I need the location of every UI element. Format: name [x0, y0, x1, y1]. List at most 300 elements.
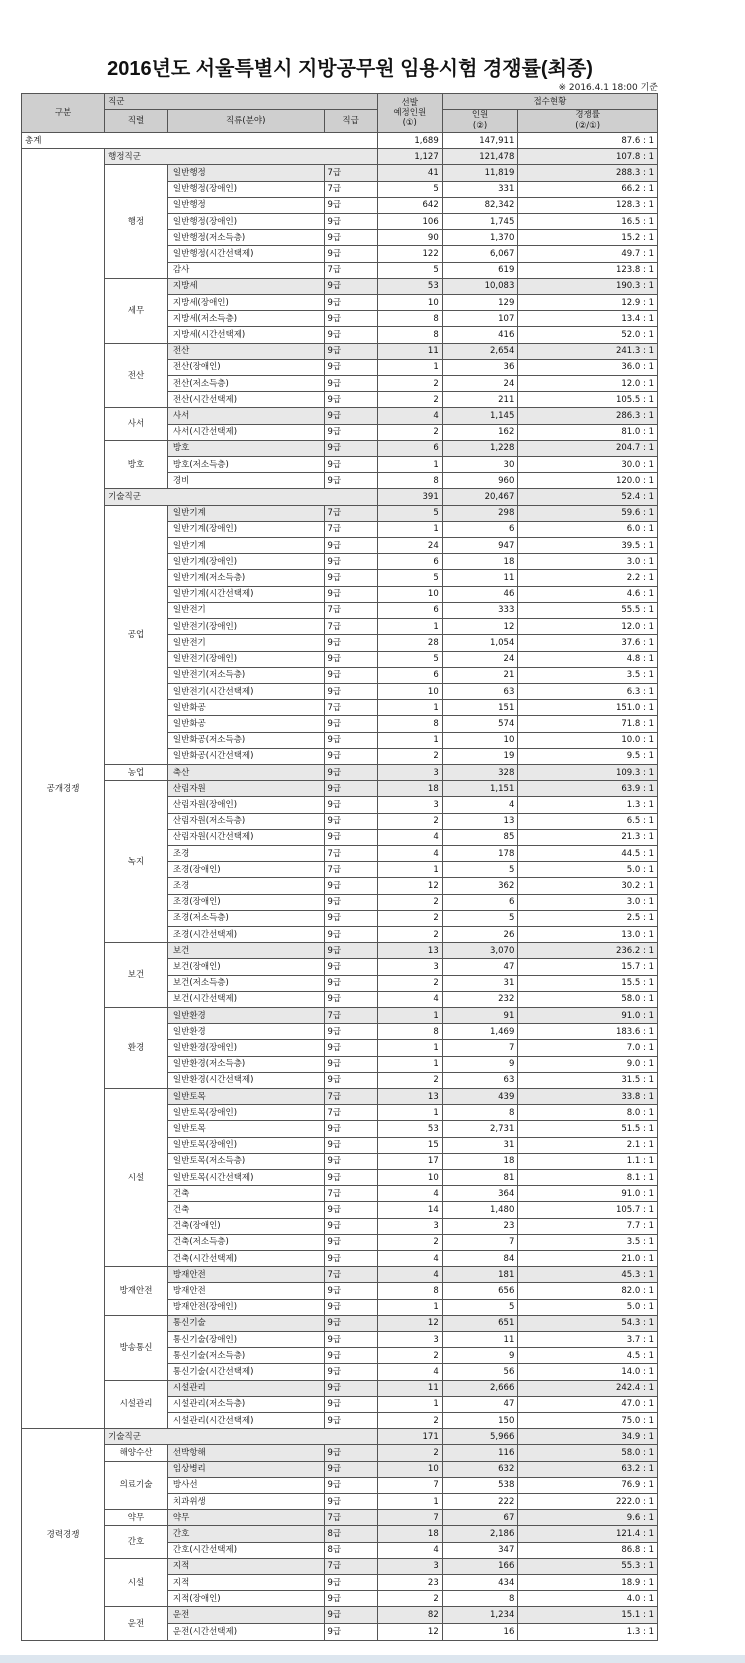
competition-ratio: 21.3 : 1: [518, 829, 658, 845]
job-grade: 9급: [324, 1056, 377, 1072]
job-grade: 7급: [324, 165, 377, 181]
job-field-name: 지방세: [167, 278, 324, 294]
job-grade: 9급: [324, 246, 377, 262]
job-grade: 9급: [324, 327, 377, 343]
applicant-count: 63: [442, 1072, 518, 1088]
planned-count: 12: [377, 1623, 442, 1640]
header-planned: [377, 94, 442, 133]
job-grade: 9급: [324, 894, 377, 910]
applicant-count: 434: [442, 1575, 518, 1591]
job-field-name: 선박항해: [167, 1445, 324, 1461]
exam-type-label: 공개경쟁: [22, 149, 105, 1429]
header-ratio-label: 경쟁률: [575, 110, 600, 120]
job-grade: 9급: [324, 732, 377, 748]
job-field-name: 전산(저소득층): [167, 376, 324, 392]
competition-ratio: 76.9 : 1: [518, 1477, 658, 1493]
applicant-count: 8: [442, 1105, 518, 1121]
competition-ratio: 12.9 : 1: [518, 295, 658, 311]
planned-count: 122: [377, 246, 442, 262]
job-grade: 9급: [324, 1477, 377, 1493]
applicant-count: 47: [442, 1396, 518, 1412]
job-group-label: 기술직군: [105, 489, 378, 505]
planned-count: 3: [377, 959, 442, 975]
subtotal-applicants: 5,966: [442, 1429, 518, 1445]
job-field-name: 일반행정(저소득층): [167, 230, 324, 246]
competition-ratio: 91.0 : 1: [518, 1007, 658, 1023]
planned-count: 5: [377, 181, 442, 197]
table-row: [22, 343, 658, 359]
job-field-name: 조경: [167, 878, 324, 894]
job-series-label: 시설: [105, 1088, 168, 1266]
job-grade: 9급: [324, 1623, 377, 1640]
competition-ratio: 21.0 : 1: [518, 1251, 658, 1267]
applicant-count: 364: [442, 1186, 518, 1202]
job-field-name: 산림자원(장애인): [167, 797, 324, 813]
competition-ratio: 9.0 : 1: [518, 1056, 658, 1072]
planned-count: 1: [377, 457, 442, 473]
job-field-name: 간호(시간선택제): [167, 1542, 324, 1558]
job-field-name: 시설관리(저소득층): [167, 1396, 324, 1412]
job-grade: 9급: [324, 813, 377, 829]
job-field-name: 일반기계: [167, 538, 324, 554]
job-grade: 9급: [324, 1380, 377, 1396]
job-grade: 9급: [324, 683, 377, 699]
job-grade: 9급: [324, 570, 377, 586]
planned-count: 4: [377, 1542, 442, 1558]
table-row: [22, 1380, 658, 1396]
job-field-name: 일반전기: [167, 635, 324, 651]
table-row: [22, 440, 658, 456]
applicant-count: 12: [442, 619, 518, 635]
job-grade: 9급: [324, 1024, 377, 1040]
applicant-count: 1,054: [442, 635, 518, 651]
job-grade: 9급: [324, 748, 377, 764]
job-grade: 9급: [324, 1072, 377, 1088]
applicant-count: 5: [442, 862, 518, 878]
header-seonbal: 선발: [401, 98, 418, 108]
job-grade: 9급: [324, 764, 377, 780]
job-grade: 9급: [324, 667, 377, 683]
applicant-count: 3,070: [442, 943, 518, 959]
applicant-count: 416: [442, 327, 518, 343]
competition-ratio: 3.5 : 1: [518, 667, 658, 683]
job-field-name: 방호: [167, 440, 324, 456]
job-field-name: 축산: [167, 764, 324, 780]
competition-ratio: 242.4 : 1: [518, 1380, 658, 1396]
applicant-count: 362: [442, 878, 518, 894]
competition-rate-table: [21, 93, 658, 1641]
applicant-count: 2,654: [442, 343, 518, 359]
competition-ratio: 6.3 : 1: [518, 683, 658, 699]
table-row: [22, 764, 658, 780]
competition-ratio: 49.7 : 1: [518, 246, 658, 262]
applicant-count: 24: [442, 651, 518, 667]
competition-ratio: 2.1 : 1: [518, 1137, 658, 1153]
job-grade: 9급: [324, 716, 377, 732]
planned-count: 4: [377, 1267, 442, 1283]
job-field-name: 보건: [167, 943, 324, 959]
planned-count: 2: [377, 926, 442, 942]
applicant-count: 328: [442, 764, 518, 780]
table-row: [22, 1088, 658, 1104]
planned-count: 24: [377, 538, 442, 554]
job-field-name: 일반환경: [167, 1007, 324, 1023]
job-series-label: 방송통신: [105, 1315, 168, 1380]
planned-count: 10: [377, 1461, 442, 1477]
planned-count: 12: [377, 1315, 442, 1331]
competition-ratio: 71.8 : 1: [518, 716, 658, 732]
planned-count: 5: [377, 570, 442, 586]
planned-count: 1: [377, 1494, 442, 1510]
applicant-count: 166: [442, 1558, 518, 1574]
job-field-name: 일반환경(시간선택제): [167, 1072, 324, 1088]
competition-ratio: 4.8 : 1: [518, 651, 658, 667]
planned-count: 4: [377, 1251, 442, 1267]
planned-count: 14: [377, 1202, 442, 1218]
applicant-count: 6: [442, 894, 518, 910]
job-series-label: 운전: [105, 1607, 168, 1641]
applicant-count: 7: [442, 1040, 518, 1056]
job-grade: 9급: [324, 1494, 377, 1510]
applicant-count: 574: [442, 716, 518, 732]
planned-count: 4: [377, 408, 442, 424]
job-field-name: 건축(장애인): [167, 1218, 324, 1234]
competition-ratio: 4.6 : 1: [518, 586, 658, 602]
job-grade: 7급: [324, 1088, 377, 1104]
job-series-label: 공업: [105, 505, 168, 764]
planned-count: 6: [377, 554, 442, 570]
table-row: [22, 165, 658, 181]
job-field-name: 일반전기(저소득층): [167, 667, 324, 683]
job-grade: 7급: [324, 602, 377, 618]
job-grade: 9급: [324, 991, 377, 1007]
applicant-count: 333: [442, 602, 518, 618]
job-series-label: 시설관리: [105, 1380, 168, 1429]
header-applicants-mark: (②): [472, 121, 488, 131]
header-ratio-mark: (②/①): [575, 121, 601, 131]
job-field-name: 통신기술(저소득층): [167, 1348, 324, 1364]
competition-ratio: 4.5 : 1: [518, 1348, 658, 1364]
planned-count: 5: [377, 262, 442, 278]
subtotal-ratio: 34.9 : 1: [518, 1429, 658, 1445]
job-group-label: 기술직군: [105, 1429, 378, 1445]
job-field-name: 일반행정(장애인): [167, 214, 324, 230]
applicant-count: 18: [442, 1153, 518, 1169]
job-field-name: 통신기술(시간선택제): [167, 1364, 324, 1380]
competition-ratio: 6.0 : 1: [518, 521, 658, 537]
competition-ratio: 15.5 : 1: [518, 975, 658, 991]
job-grade: 9급: [324, 878, 377, 894]
planned-count: 2: [377, 1348, 442, 1364]
applicant-count: 18: [442, 554, 518, 570]
job-field-name: 간호: [167, 1526, 324, 1542]
job-grade: 7급: [324, 1186, 377, 1202]
competition-ratio: 2.5 : 1: [518, 910, 658, 926]
job-field-name: 방사선: [167, 1477, 324, 1493]
job-field-name: 시설관리(시간선택제): [167, 1413, 324, 1429]
job-grade: 9급: [324, 1202, 377, 1218]
competition-ratio: 123.8 : 1: [518, 262, 658, 278]
planned-count: 8: [377, 311, 442, 327]
job-series-label: 행정: [105, 165, 168, 278]
applicant-count: 1,145: [442, 408, 518, 424]
job-field-name: 일반화공: [167, 700, 324, 716]
table-row: [22, 1526, 658, 1542]
subtotal-ratio: 52.4 : 1: [518, 489, 658, 505]
job-field-name: 사서(시간선택제): [167, 424, 324, 440]
job-grade: 9급: [324, 1348, 377, 1364]
table-row: [22, 1607, 658, 1623]
competition-ratio: 58.0 : 1: [518, 991, 658, 1007]
job-grade: 7급: [324, 505, 377, 521]
job-grade: 7급: [324, 521, 377, 537]
planned-count: 4: [377, 1186, 442, 1202]
competition-ratio: 4.0 : 1: [518, 1591, 658, 1607]
job-grade: 9급: [324, 197, 377, 213]
table-row: [22, 1267, 658, 1283]
competition-ratio: 44.5 : 1: [518, 845, 658, 861]
competition-ratio: 59.6 : 1: [518, 505, 658, 521]
job-field-name: 일반전기(장애인): [167, 619, 324, 635]
job-grade: 9급: [324, 376, 377, 392]
applicant-count: 11: [442, 570, 518, 586]
job-field-name: 통신기술: [167, 1315, 324, 1331]
planned-count: 10: [377, 1170, 442, 1186]
job-field-name: 일반행정(장애인): [167, 181, 324, 197]
competition-ratio: 30.2 : 1: [518, 878, 658, 894]
competition-ratio: 54.3 : 1: [518, 1315, 658, 1331]
header-jikryu: 직류(분야): [167, 110, 324, 133]
applicant-count: 2,186: [442, 1526, 518, 1542]
planned-count: 41: [377, 165, 442, 181]
table-row: [22, 1007, 658, 1023]
competition-ratio: 128.3 : 1: [518, 197, 658, 213]
competition-ratio: 288.3 : 1: [518, 165, 658, 181]
job-grade: 9급: [324, 554, 377, 570]
job-field-name: 일반토목(저소득층): [167, 1153, 324, 1169]
job-grade: 8급: [324, 1542, 377, 1558]
planned-count: 82: [377, 1607, 442, 1623]
applicant-count: 24: [442, 376, 518, 392]
job-field-name: 산림자원(저소득층): [167, 813, 324, 829]
applicant-count: 1,370: [442, 230, 518, 246]
applicant-count: 538: [442, 1477, 518, 1493]
applicant-count: 656: [442, 1283, 518, 1299]
job-grade: 9급: [324, 1461, 377, 1477]
competition-ratio: 45.3 : 1: [518, 1267, 658, 1283]
job-grade: 9급: [324, 1396, 377, 1412]
competition-ratio: 15.2 : 1: [518, 230, 658, 246]
planned-count: 11: [377, 1380, 442, 1396]
applicant-count: 36: [442, 359, 518, 375]
job-grade: 9급: [324, 1575, 377, 1591]
applicant-count: 84: [442, 1251, 518, 1267]
competition-ratio: 105.5 : 1: [518, 392, 658, 408]
competition-ratio: 2.2 : 1: [518, 570, 658, 586]
competition-ratio: 109.3 : 1: [518, 764, 658, 780]
applicant-count: 298: [442, 505, 518, 521]
job-grade: 9급: [324, 1299, 377, 1315]
job-grade: 7급: [324, 862, 377, 878]
job-series-label: 전산: [105, 343, 168, 408]
job-field-name: 일반토목(장애인): [167, 1137, 324, 1153]
planned-count: 17: [377, 1153, 442, 1169]
job-grade: 9급: [324, 1413, 377, 1429]
job-field-name: 지방세(장애인): [167, 295, 324, 311]
job-grade: 7급: [324, 1007, 377, 1023]
competition-ratio: 16.5 : 1: [518, 214, 658, 230]
planned-count: 6: [377, 602, 442, 618]
planned-count: 90: [377, 230, 442, 246]
competition-ratio: 55.5 : 1: [518, 602, 658, 618]
total-row: [22, 133, 658, 149]
applicant-count: 5: [442, 1299, 518, 1315]
applicant-count: 56: [442, 1364, 518, 1380]
job-grade: 9급: [324, 359, 377, 375]
applicant-count: 331: [442, 181, 518, 197]
competition-ratio: 8.1 : 1: [518, 1170, 658, 1186]
planned-count: 10: [377, 683, 442, 699]
planned-count: 6: [377, 440, 442, 456]
competition-ratio: 9.5 : 1: [518, 748, 658, 764]
job-grade: 9급: [324, 1137, 377, 1153]
competition-ratio: 1.1 : 1: [518, 1153, 658, 1169]
job-series-label: 방재안전: [105, 1267, 168, 1316]
competition-ratio: 7.7 : 1: [518, 1218, 658, 1234]
job-field-name: 전산: [167, 343, 324, 359]
applicant-count: 150: [442, 1413, 518, 1429]
header-applicants-label: 인원: [471, 110, 489, 120]
table-body: [22, 133, 658, 1641]
subtotal-row: [22, 1429, 658, 1445]
competition-ratio: 121.4 : 1: [518, 1526, 658, 1542]
competition-ratio: 63.9 : 1: [518, 781, 658, 797]
planned-count: 8: [377, 327, 442, 343]
planned-count: 12: [377, 878, 442, 894]
planned-count: 8: [377, 473, 442, 489]
planned-count: 3: [377, 797, 442, 813]
header-jikgun: 직군: [105, 94, 378, 110]
applicant-count: 151: [442, 700, 518, 716]
header-jikgeup: 직급: [324, 110, 377, 133]
applicant-count: 651: [442, 1315, 518, 1331]
competition-ratio: 3.0 : 1: [518, 554, 658, 570]
applicant-count: 181: [442, 1267, 518, 1283]
planned-count: 1: [377, 619, 442, 635]
competition-ratio: 105.7 : 1: [518, 1202, 658, 1218]
applicant-count: 31: [442, 975, 518, 991]
job-grade: 9급: [324, 408, 377, 424]
applicant-count: 63: [442, 683, 518, 699]
job-field-name: 지방세(시간선택제): [167, 327, 324, 343]
job-field-name: 일반전기: [167, 602, 324, 618]
applicant-count: 10,083: [442, 278, 518, 294]
job-field-name: 일반화공(저소득층): [167, 732, 324, 748]
planned-count: 5: [377, 651, 442, 667]
competition-ratio: 66.2 : 1: [518, 181, 658, 197]
applicant-count: 947: [442, 538, 518, 554]
job-field-name: 산림자원: [167, 781, 324, 797]
competition-ratio: 86.8 : 1: [518, 1542, 658, 1558]
job-grade: 9급: [324, 1170, 377, 1186]
applicant-count: 21: [442, 667, 518, 683]
header-applicants: [442, 110, 518, 133]
competition-ratio: 47.0 : 1: [518, 1396, 658, 1412]
job-field-name: 조경(장애인): [167, 862, 324, 878]
job-field-name: 조경: [167, 845, 324, 861]
applicant-count: 116: [442, 1445, 518, 1461]
competition-ratio: 3.0 : 1: [518, 894, 658, 910]
competition-ratio: 222.0 : 1: [518, 1494, 658, 1510]
applicant-count: 5: [442, 910, 518, 926]
competition-ratio: 190.3 : 1: [518, 278, 658, 294]
job-grade: 7급: [324, 181, 377, 197]
job-field-name: 일반기계(저소득층): [167, 570, 324, 586]
subtotal-row: [22, 489, 658, 505]
planned-count: 1: [377, 1040, 442, 1056]
applicant-count: 222: [442, 1494, 518, 1510]
job-field-name: 방재안전: [167, 1283, 324, 1299]
job-field-name: 일반기계(장애인): [167, 554, 324, 570]
competition-ratio: 120.0 : 1: [518, 473, 658, 489]
applicant-count: 67: [442, 1510, 518, 1526]
job-series-label: 해양수산: [105, 1445, 168, 1461]
competition-ratio: 12.0 : 1: [518, 619, 658, 635]
competition-ratio: 183.6 : 1: [518, 1024, 658, 1040]
planned-count: 8: [377, 1283, 442, 1299]
competition-ratio: 3.5 : 1: [518, 1234, 658, 1250]
reference-date-note: ※ 2016.4.1 18:00 기준: [558, 83, 658, 93]
table-row: [22, 505, 658, 521]
competition-ratio: 15.7 : 1: [518, 959, 658, 975]
job-grade: 9급: [324, 457, 377, 473]
job-field-name: 일반환경: [167, 1024, 324, 1040]
job-grade: 9급: [324, 214, 377, 230]
competition-ratio: 30.0 : 1: [518, 457, 658, 473]
competition-ratio: 204.7 : 1: [518, 440, 658, 456]
planned-count: 1: [377, 1299, 442, 1315]
competition-ratio: 5.0 : 1: [518, 862, 658, 878]
job-grade: 9급: [324, 295, 377, 311]
applicant-count: 1,234: [442, 1607, 518, 1623]
planned-count: 28: [377, 635, 442, 651]
job-grade: 9급: [324, 311, 377, 327]
table-row: [22, 1315, 658, 1331]
job-grade: 7급: [324, 1510, 377, 1526]
competition-ratio: 3.7 : 1: [518, 1332, 658, 1348]
table-header: [22, 94, 658, 133]
planned-count: 23: [377, 1575, 442, 1591]
job-field-name: 건축: [167, 1202, 324, 1218]
header-planned-label: 예정인원: [393, 108, 427, 118]
job-grade: 9급: [324, 926, 377, 942]
subtotal-row: [22, 149, 658, 165]
competition-ratio: 5.0 : 1: [518, 1299, 658, 1315]
job-field-name: 일반행정: [167, 197, 324, 213]
planned-count: 1: [377, 1105, 442, 1121]
job-field-name: 운전(시간선택제): [167, 1623, 324, 1640]
competition-ratio: 12.0 : 1: [518, 376, 658, 392]
competition-ratio: 36.0 : 1: [518, 359, 658, 375]
applicant-count: 19: [442, 748, 518, 764]
applicant-count: 232: [442, 991, 518, 1007]
job-field-name: 산림자원(시간선택제): [167, 829, 324, 845]
job-field-name: 임상병리: [167, 1461, 324, 1477]
job-field-name: 일반행정(시간선택제): [167, 246, 324, 262]
applicant-count: 1,228: [442, 440, 518, 456]
job-grade: 9급: [324, 1315, 377, 1331]
table-row: [22, 781, 658, 797]
